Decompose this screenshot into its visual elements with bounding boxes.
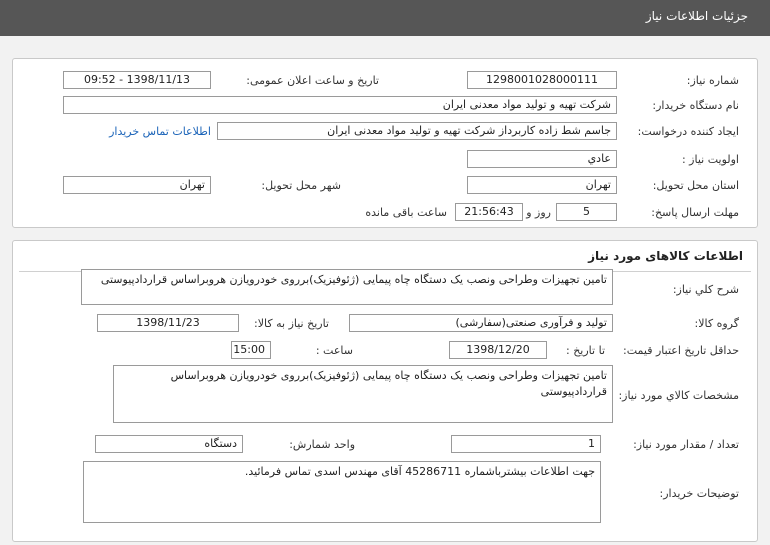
need-number-field[interactable]: 1298001028000111 [467, 71, 617, 89]
unit-label: واحد شمارش: [289, 438, 355, 451]
qty-label: تعداد / مقدار مورد نیاز: [633, 438, 739, 451]
goods-group-label: گروه کالا: [694, 317, 739, 330]
to-date-field[interactable]: 1398/12/20 [449, 341, 547, 359]
days-and-label: روز و [526, 206, 551, 219]
buyer-label: نام دستگاه خریدار: [652, 99, 739, 112]
announce-datetime-field[interactable]: 1398/11/13 - 09:52 [63, 71, 211, 89]
city-label: شهر محل تحویل: [261, 179, 341, 192]
city-field[interactable]: تهران [63, 176, 211, 194]
need-date-label: تاریخ نیاز به کالا: [254, 317, 329, 330]
goods-group-field[interactable]: تولید و فرآوری صنعتی(سفارشی) [349, 314, 613, 332]
deadline-days-field[interactable]: 5 [556, 203, 617, 221]
need-info-panel [12, 58, 758, 228]
specs-field[interactable]: تامین تجهیزات وطراحی ونصب یک دستگاه چاه پیمایی (ژئوفیزیک)برروی خودرویازن هروبراساس قراردادپیوستی [113, 365, 613, 423]
deadline-time-field[interactable]: 21:56:43 [455, 203, 523, 221]
priority-field[interactable]: عادي [467, 150, 617, 168]
specs-label: مشخصات کالاي مورد نیاز: [618, 389, 739, 402]
need-number-label: شماره نیاز: [686, 74, 739, 87]
page-header [0, 0, 770, 36]
page-title: جزئیات اطلاعات نیاز [645, 9, 748, 23]
hour-label: ساعت : [315, 344, 353, 357]
buyer-field[interactable]: شرکت تهیه و تولید مواد معدنی ایران [63, 96, 617, 114]
to-date-label: تا تاریخ : [566, 344, 605, 357]
goods-section-title: اطلاعات کالاهای مورد نیاز [588, 249, 743, 263]
buyer-contact-link[interactable]: اطلاعات تماس خریدار [109, 125, 211, 138]
goods-info-panel [12, 240, 758, 542]
summary-field[interactable]: تامین تجهیزات وطراحی ونصب یک دستگاه چاه پیمایی (ژئوفیزیک)برروی خودرویازن هروبراساس قراردادپیوستی [81, 269, 613, 305]
announce-label: تاریخ و ساعت اعلان عمومی: [246, 74, 379, 87]
min-validity-label: حداقل تاریخ اعتبار قیمت: [623, 344, 739, 357]
province-field[interactable]: تهران [467, 176, 617, 194]
remaining-label: ساعت باقی مانده [365, 206, 447, 219]
creator-field[interactable]: جاسم شط زاده کاربرداز شرکت تهیه و تولید مواد معدنی ایران [217, 122, 617, 140]
summary-label: شرح کلي نیاز: [672, 283, 739, 296]
notes-field[interactable]: جهت اطلاعات بیشترباشماره 45286711 آقای مهندس اسدی تماس فرمائید. [83, 461, 601, 523]
notes-label: توضیحات خریدار: [659, 487, 739, 500]
qty-field[interactable]: 1 [451, 435, 601, 453]
deadline-label: مهلت ارسال پاسخ: [651, 206, 739, 219]
unit-field[interactable]: دستگاه [95, 435, 243, 453]
creator-label: ایجاد کننده درخواست: [637, 125, 739, 138]
need-date-field[interactable]: 1398/11/23 [97, 314, 239, 332]
province-label: استان محل تحویل: [652, 179, 739, 192]
priority-label: اولویت نیاز : [681, 153, 739, 166]
hour-field[interactable]: 15:00 [231, 341, 271, 359]
